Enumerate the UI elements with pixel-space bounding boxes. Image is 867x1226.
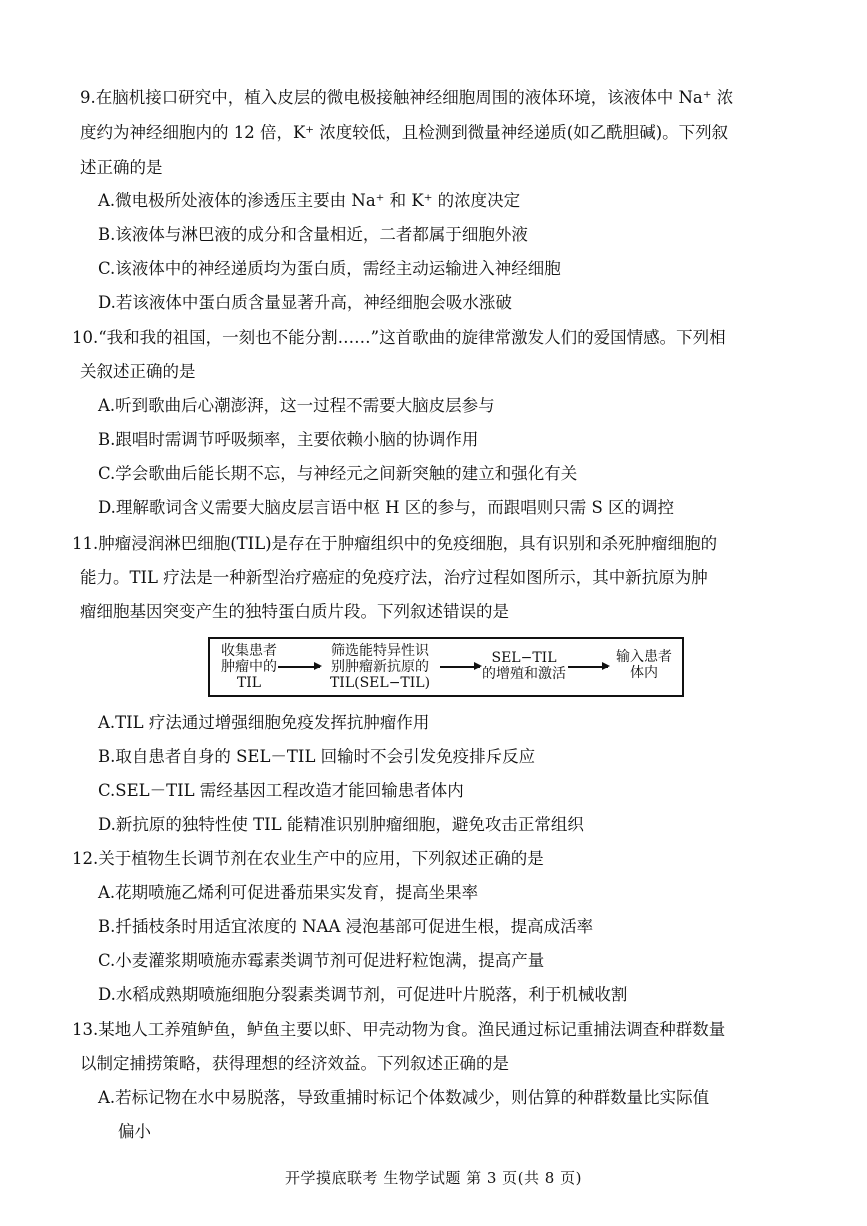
- q10-option-b: B.跟唱时需调节呼吸频率，主要依赖小脑的协调作用: [98, 430, 479, 449]
- flow-node-collect-line-2: 肿瘤中的: [221, 659, 277, 675]
- page-footer: 开学摸底联考 生物学试题 第 3 页(共 8 页): [285, 1169, 582, 1187]
- flow-node-proliferate-line-2: 的增殖和激活: [482, 666, 566, 682]
- til-therapy-flowchart: [208, 637, 684, 697]
- q9-option-c: C.该液体中的神经递质均为蛋白质，需经主动运输进入神经细胞: [98, 259, 561, 278]
- flow-arrow-2: [440, 666, 480, 668]
- flow-node-screen-line-3: TIL(SEL−TIL): [329, 675, 431, 691]
- q9-stem-line-1: 9.在脑机接口研究中，植入皮层的微电极接触神经细胞周围的液体环境，该液体中 Na⁺ 浓: [80, 88, 734, 107]
- flow-node-infuse: [608, 649, 680, 681]
- flow-node-screen: [322, 643, 438, 691]
- q10-option-c: C.学会歌曲后能长期不忘，与神经元之间新突触的建立和强化有关: [98, 464, 578, 483]
- flow-node-infuse-line-1: 输入患者: [616, 649, 672, 665]
- flow-arrow-3: [568, 666, 608, 668]
- q11-stem-line-2: 能力。TIL 疗法是一种新型治疗癌症的免疫疗法，治疗过程如图所示，其中新抗原为肿: [80, 568, 708, 587]
- q11-option-a: A.TIL 疗法通过增强细胞免疫发挥抗肿瘤作用: [98, 713, 430, 732]
- q9-stem-line-2: 度约为神经细胞内的 12 倍，K⁺ 浓度较低，且检测到微量神经递质(如乙酰胆碱)。下列叙: [80, 123, 729, 142]
- flow-node-screen-line-1: 筛选能特异性识: [331, 643, 429, 659]
- q13-option-a-continuation: 偏小: [118, 1122, 151, 1141]
- q11-option-b: B.取自患者自身的 SEL－TIL 回输时不会引发免疫排斥反应: [98, 747, 536, 766]
- q11-stem-line-3: 瘤细胞基因突变产生的独特蛋白质片段。下列叙述错误的是: [80, 602, 509, 621]
- q10-option-d: D.理解歌词含义需要大脑皮层言语中枢 H 区的参与，而跟唱则只需 S 区的调控: [98, 498, 675, 517]
- q10-stem-line-2: 关叙述正确的是: [80, 362, 196, 381]
- q11-option-d: D.新抗原的独特性使 TIL 能精准识别肿瘤细胞，避免攻击正常组织: [98, 815, 584, 834]
- q10-option-a: A.听到歌曲后心潮澎湃，这一过程不需要大脑皮层参与: [98, 396, 495, 415]
- q13-stem-line-2: 以制定捕捞策略，获得理想的经济效益。下列叙述正确的是: [80, 1054, 509, 1073]
- flow-node-proliferate-line-1: SEL−TIL: [491, 650, 557, 666]
- q9-option-a: A.微电极所处液体的渗透压主要由 Na⁺ 和 K⁺ 的浓度决定: [98, 191, 521, 210]
- flow-node-collect-line-3: TIL: [236, 675, 262, 691]
- q11-option-c: C.SEL－TIL 需经基因工程改造才能回输患者体内: [98, 781, 464, 800]
- flow-node-infuse-line-2: 体内: [630, 665, 658, 681]
- q10-stem-line-1: 10.“我和我的祖国，一刻也不能分割……”这首歌曲的旋律常激发人们的爱国情感。下列相: [72, 328, 726, 347]
- q9-option-b: B.该液体与淋巴液的成分和含量相近，二者都属于细胞外液: [98, 225, 528, 244]
- flow-node-proliferate: [480, 650, 568, 682]
- flow-node-screen-line-2: 别肿瘤新抗原的: [331, 659, 429, 675]
- q11-stem-line-1: 11.肿瘤浸润淋巴细胞(TIL)是存在于肿瘤组织中的免疫细胞，具有识别和杀死肿瘤细胞的: [72, 534, 718, 553]
- flow-node-collect: [218, 643, 280, 691]
- q12-stem-line-1: 12.关于植物生长调节剂在农业生产中的应用，下列叙述正确的是: [72, 849, 544, 868]
- q9-stem-line-3: 述正确的是: [80, 158, 163, 177]
- q9-option-d: D.若该液体中蛋白质含量显著升高，神经细胞会吸水涨破: [98, 293, 512, 312]
- flow-node-collect-line-1: 收集患者: [221, 643, 277, 659]
- q13-option-a: A.若标记物在水中易脱落，导致重捕时标记个体数减少，则估算的种群数量比实际值: [98, 1088, 710, 1107]
- q12-option-a: A.花期喷施乙烯利可促进番茄果实发育，提高坐果率: [98, 883, 479, 902]
- q12-option-b: B.扦插枝条时用适宜浓度的 NAA 浸泡基部可促进生根，提高成活率: [98, 917, 594, 936]
- q12-option-c: C.小麦灌浆期喷施赤霉素类调节剂可促进籽粒饱满，提高产量: [98, 951, 545, 970]
- q13-stem-line-1: 13.某地人工养殖鲈鱼，鲈鱼主要以虾、甲壳动物为食。渔民通过标记重捕法调查种群数量: [72, 1020, 726, 1039]
- q12-option-d: D.水稻成熟期喷施细胞分裂素类调节剂，可促进叶片脱落，利于机械收割: [98, 985, 628, 1004]
- flow-arrow-1: [278, 666, 320, 668]
